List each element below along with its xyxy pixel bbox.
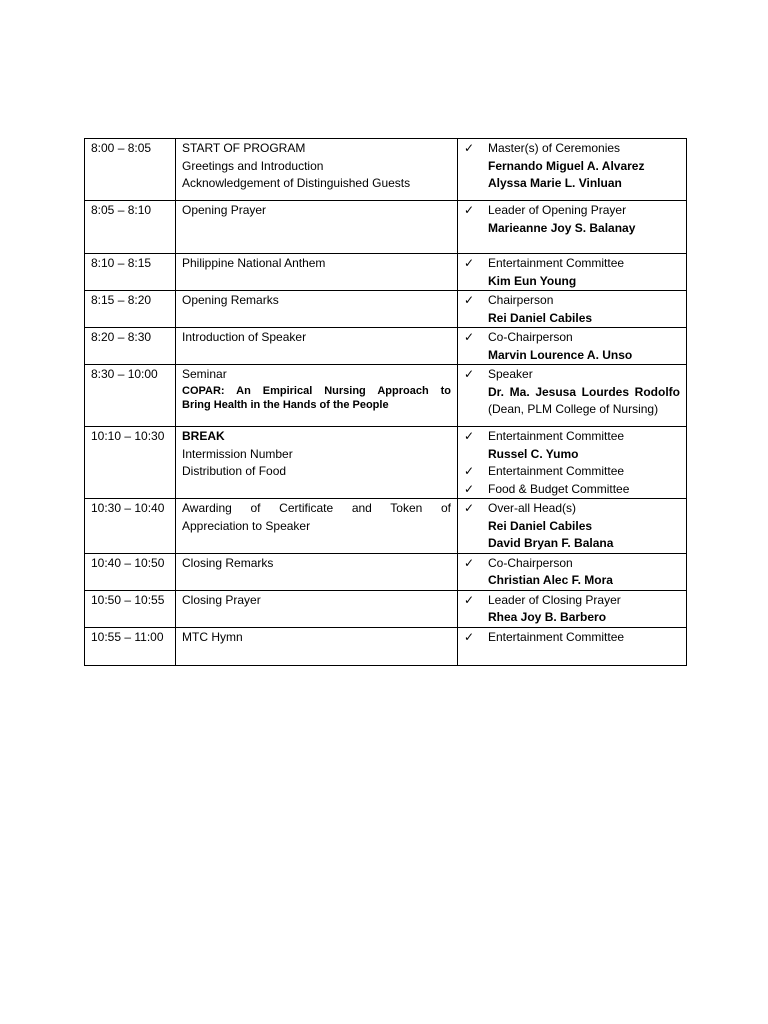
responsibility-label: Co-Chairperson bbox=[488, 555, 573, 570]
responsibility-label: Entertainment Committee bbox=[488, 256, 625, 270]
responsibility-item bbox=[464, 629, 680, 647]
checkmark-icon: ✓ bbox=[464, 501, 475, 515]
responsible-cell bbox=[458, 365, 687, 427]
time-slot: 8:15 – 8:20 bbox=[91, 293, 152, 307]
responsible-cell bbox=[458, 328, 687, 365]
time-slot: 8:20 – 8:30 bbox=[91, 330, 152, 344]
checkmark-icon: ✓ bbox=[464, 330, 475, 344]
time-slot: 8:05 – 8:10 bbox=[91, 203, 152, 217]
person-name: (Dean, PLM College of Nursing) bbox=[488, 402, 659, 416]
responsibility-item bbox=[464, 255, 680, 273]
responsibility-label: Chairperson bbox=[488, 293, 554, 307]
person-name: Christian Alec F. Mora bbox=[488, 573, 613, 587]
activity-text: Greetings and Introduction bbox=[182, 158, 324, 173]
person-name: Russel C. Yumo bbox=[488, 446, 579, 461]
activity-text: Introduction of Speaker bbox=[182, 330, 307, 344]
person-name: Kim Eun Young bbox=[488, 273, 577, 288]
time-slot: 10:55 – 11:00 bbox=[91, 629, 164, 644]
activity-cell bbox=[176, 139, 458, 201]
time-cell bbox=[85, 427, 176, 499]
responsibility-item bbox=[464, 202, 680, 220]
activity-text: Appreciation to Speaker bbox=[182, 518, 311, 533]
activity-cell bbox=[176, 365, 458, 427]
time-slot: 8:30 – 10:00 bbox=[91, 367, 158, 381]
activity-cell bbox=[176, 328, 458, 365]
responsible-cell bbox=[458, 553, 687, 590]
time-cell bbox=[85, 139, 176, 201]
time-cell bbox=[85, 590, 176, 627]
responsibility-item bbox=[464, 481, 680, 499]
activity-text: Acknowledgement of Distinguished Guests bbox=[182, 176, 411, 190]
time-cell bbox=[85, 201, 176, 254]
activity-text: Distribution of Food bbox=[182, 464, 287, 478]
responsibility-label: Leader of Closing Prayer bbox=[488, 592, 621, 607]
time-slot: 10:10 – 10:30 bbox=[91, 429, 165, 443]
activity-cell bbox=[176, 254, 458, 291]
checkmark-icon: ✓ bbox=[464, 256, 475, 270]
responsibility-item bbox=[464, 329, 680, 347]
responsibility-item bbox=[464, 500, 680, 518]
activity-cell bbox=[176, 590, 458, 627]
time-cell bbox=[85, 328, 176, 365]
time-cell bbox=[85, 553, 176, 590]
schedule-row bbox=[85, 365, 687, 427]
responsibility-label: Master(s) of Ceremonies bbox=[488, 141, 621, 155]
responsible-cell bbox=[458, 499, 687, 554]
person-name: Marieanne Joy S. Balanay bbox=[488, 220, 636, 235]
activity-cell bbox=[176, 553, 458, 590]
activity-text: START OF PROGRAM bbox=[182, 141, 306, 155]
responsibility-label: Over-all Head(s) bbox=[488, 501, 577, 515]
activity-text: Closing Remarks bbox=[182, 555, 274, 570]
time-slot: 8:10 – 8:15 bbox=[91, 256, 152, 270]
schedule-row bbox=[85, 254, 687, 291]
checkmark-icon: ✓ bbox=[464, 203, 475, 217]
time-cell bbox=[85, 627, 176, 665]
schedule-row bbox=[85, 499, 687, 554]
activity-text: MTC Hymn bbox=[182, 629, 243, 644]
person-name: Marvin Lourence A. Unso bbox=[488, 347, 633, 362]
activity-cell bbox=[176, 427, 458, 499]
activity-cell bbox=[176, 201, 458, 254]
checkmark-icon: ✓ bbox=[464, 481, 475, 496]
schedule-row bbox=[85, 201, 687, 254]
schedule-row bbox=[85, 553, 687, 590]
checkmark-icon: ✓ bbox=[464, 592, 475, 607]
responsibility-label: Entertainment Committee bbox=[488, 429, 625, 443]
checkmark-icon: ✓ bbox=[464, 367, 475, 381]
responsibility-label: Food & Budget Committee bbox=[488, 481, 630, 496]
activity-cell bbox=[176, 499, 458, 554]
checkmark-icon: ✓ bbox=[464, 555, 475, 570]
activity-text: Philippine National Anthem bbox=[182, 256, 326, 270]
time-slot: 10:50 – 10:55 bbox=[91, 592, 165, 607]
time-slot: 8:00 – 8:05 bbox=[91, 141, 152, 155]
responsibility-item bbox=[464, 366, 680, 384]
time-cell bbox=[85, 365, 176, 427]
responsibility-label: Leader of Opening Prayer bbox=[488, 203, 627, 217]
time-cell bbox=[85, 254, 176, 291]
activity-text: Awarding of Certificate and Token of bbox=[182, 501, 451, 515]
activity-text: COPAR: An Empirical Nursing Approach to bbox=[182, 384, 451, 397]
responsible-cell bbox=[458, 627, 687, 665]
responsibility-label: Entertainment Committee bbox=[488, 464, 625, 478]
responsibility-label: Entertainment Committee bbox=[488, 629, 625, 644]
checkmark-icon: ✓ bbox=[464, 429, 475, 443]
responsibility-label: Co-Chairperson bbox=[488, 330, 573, 344]
person-name: Rhea Joy B. Barbero bbox=[488, 610, 607, 624]
responsibility-label: Speaker bbox=[488, 367, 533, 381]
responsibility-item bbox=[464, 428, 680, 446]
time-cell bbox=[85, 499, 176, 554]
activity-text: Bring Health in the Hands of the People bbox=[182, 398, 389, 411]
schedule-row bbox=[85, 590, 687, 627]
person-name: Fernando Miguel A. Alvarez bbox=[488, 158, 645, 173]
responsible-cell bbox=[458, 201, 687, 254]
checkmark-icon: ✓ bbox=[464, 464, 475, 478]
schedule-row bbox=[85, 627, 687, 665]
person-name: Rei Daniel Cabiles bbox=[488, 310, 593, 325]
responsibility-item bbox=[464, 292, 680, 310]
responsible-cell bbox=[458, 590, 687, 627]
activity-text: BREAK bbox=[182, 429, 225, 443]
person-name: David Bryan F. Balana bbox=[488, 536, 614, 550]
activity-cell bbox=[176, 291, 458, 328]
checkmark-icon: ✓ bbox=[464, 293, 475, 307]
time-slot: 10:40 – 10:50 bbox=[91, 555, 165, 570]
program-schedule-body bbox=[85, 139, 687, 666]
responsible-cell bbox=[458, 427, 687, 499]
responsible-cell bbox=[458, 139, 687, 201]
person-name: Dr. Ma. Jesusa Lourdes Rodolfo bbox=[488, 384, 680, 399]
schedule-row bbox=[85, 139, 687, 201]
responsible-cell bbox=[458, 254, 687, 291]
checkmark-icon: ✓ bbox=[464, 629, 475, 644]
program-schedule-table bbox=[84, 138, 687, 666]
activity-text: Opening Remarks bbox=[182, 293, 279, 307]
responsible-cell bbox=[458, 291, 687, 328]
activity-text: Seminar bbox=[182, 367, 227, 381]
schedule-row bbox=[85, 427, 687, 499]
responsibility-item bbox=[464, 555, 680, 573]
checkmark-icon: ✓ bbox=[464, 141, 475, 155]
schedule-row bbox=[85, 328, 687, 365]
responsibility-item bbox=[464, 140, 680, 158]
responsibility-item bbox=[464, 592, 680, 610]
responsibility-item bbox=[464, 463, 680, 481]
time-slot: 10:30 – 10:40 bbox=[91, 501, 165, 515]
activity-cell bbox=[176, 627, 458, 665]
activity-text: Closing Prayer bbox=[182, 592, 261, 607]
schedule-row bbox=[85, 291, 687, 328]
person-name: Rei Daniel Cabiles bbox=[488, 518, 593, 533]
activity-text: Intermission Number bbox=[182, 446, 293, 461]
person-name: Alyssa Marie L. Vinluan bbox=[488, 176, 622, 190]
activity-text: Opening Prayer bbox=[182, 203, 267, 217]
time-cell bbox=[85, 291, 176, 328]
